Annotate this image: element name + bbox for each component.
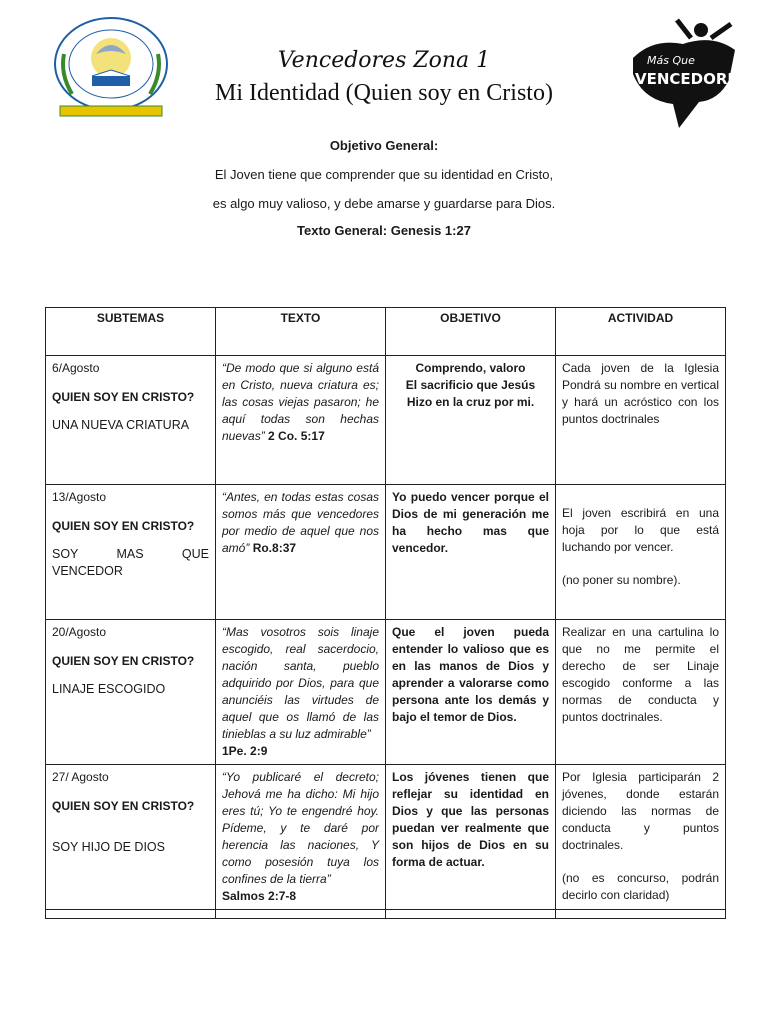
texto-cell [216,356,386,485]
mas-que-vencedores-logo-icon [625,18,743,136]
plan-table [45,307,726,919]
objetivo-cell [386,356,556,485]
logo-text-line1: Más Que [647,54,695,67]
date: 6/Agosto [52,361,100,375]
objective-line: Comprendo, valoro [415,361,526,375]
logo-text-line2: VENCEDORES [635,70,743,88]
general-text: Texto General: Genesis 1:27 [297,223,471,238]
actividad-cell [556,765,726,910]
question: QUIEN SOY EN CRISTO? [52,654,195,668]
table-row [46,620,726,765]
texto-cell [216,765,386,910]
subtema-cell [46,485,216,620]
page-title: Mi Identidad (Quien soy en Cristo) [215,80,553,106]
date: 20/Agosto [52,625,107,639]
activity-note: (no es concurso, podrán decirlo con claridad) [562,871,719,902]
verse-text: “Antes, en todas estas cosas somos más que vencedores por medio de aquel que nos amó” [222,490,379,555]
empty-cell [386,910,556,919]
title-script: Vencedores Zona 1 [277,48,491,73]
objective-text: Los jóvenes tienen que reflejar su identidad en Dios y que las personas puedan ver realmente que son hijos de Dios en su forma de actuar. [392,770,549,869]
verse-ref: Salmos 2:7-8 [222,889,297,903]
topic: UNA NUEVA CRIATURA [52,418,190,432]
header-texto: TEXTO [216,308,386,356]
texto-cell [216,620,386,765]
verse-ref: 2 Co. 5:17 [268,429,325,443]
activity-text: El joven escribirá en una hoja por lo que está luchando por vencer. [562,506,719,554]
empty-cell [216,910,386,919]
question: QUIEN SOY EN CRISTO? [52,519,195,533]
table-header-row [46,308,726,356]
objetivo-cell [386,620,556,765]
table-row [46,485,726,620]
activity-text: Realizar en una cartulina lo que no me permite el derecho de ser Linaje escogido conforme a las normas de conducta y puntos doctrinales. [562,625,719,724]
verse-text: “De modo que si alguno está en Cristo, nueva criatura es; las cosas viejas pasaron; he aquí todas son hechas nuevas” [222,361,379,443]
date: 13/Agosto [52,490,107,504]
subtema-cell [46,765,216,910]
objective-text: Que el joven pueda entender lo valioso que es en las manos de Dios y aprender a valorarse como persona ante los demás y bajo el temor de Dios. [392,625,549,724]
date: 27/ Agosto [52,770,109,784]
objective-line-1: El Joven tiene que comprender que su identidad en Cristo, [214,167,554,182]
actividad-cell [556,356,726,485]
topic: SOY HIJO DE DIOS [52,840,165,854]
table-row [46,356,726,485]
objective-line: El sacrificio que Jesús [405,378,536,392]
verse-ref: Ro.8:37 [252,541,297,555]
activity-text: Por Iglesia participarán 2 jóvenes, donde estarán diciendo las normas de conducta y puntos doctrinales. [562,770,719,852]
table-row [46,765,726,910]
texto-cell [216,485,386,620]
objective-text: Yo puedo vencer porque el Dios de mi generación me ha hecho mas que vencedor. [392,490,549,555]
question: QUIEN SOY EN CRISTO? [52,799,195,813]
objective-line: Hizo en la cruz por mi. [406,395,535,409]
verse-text: “Mas vosotros sois linaje escogido, real sacerdocio, nación santa, pueblo adquirido por Dios, para que anunciéis las virtudes de aquel que os llamó de las tinieblas a su luz admirable” [222,625,379,741]
header-actividad: ACTIVIDAD [556,308,726,356]
empty-cell [556,910,726,919]
activity-text: Cada joven de la Iglesia Pondrá su nombre en vertical y hará un acróstico con los puntos doctrinales [562,361,719,426]
objective-heading: Objetivo General: [329,138,439,153]
activity-note: (no poner su nombre). [562,573,681,587]
topic: LINAJE ESCOGIDO [52,682,166,696]
verse-ref: 1Pe. 2:9 [222,744,268,758]
actividad-cell [556,620,726,765]
objetivo-cell [386,765,556,910]
question: QUIEN SOY EN CRISTO? [52,390,195,404]
header-subtemas: SUBTEMAS [46,308,216,356]
header-objetivo: OBJETIVO [386,308,556,356]
objetivo-cell [386,485,556,620]
topic: SOY MAS QUE VENCEDOR [52,547,209,578]
verse-text: “Yo publicaré el decreto; Jehová me ha dicho: Mi hijo eres tú; Yo te engendré hoy. Pídeme, y te daré por herencia las naciones, Y como posesión tuya los confines de la tierra” [222,770,379,886]
empty-cell [46,910,216,919]
empty-row [46,910,726,919]
subtema-cell [46,356,216,485]
objective-line-2: es algo muy valioso, y debe amarse y guardarse para Dios. [212,196,556,211]
subtema-cell [46,620,216,765]
actividad-cell [556,485,726,620]
